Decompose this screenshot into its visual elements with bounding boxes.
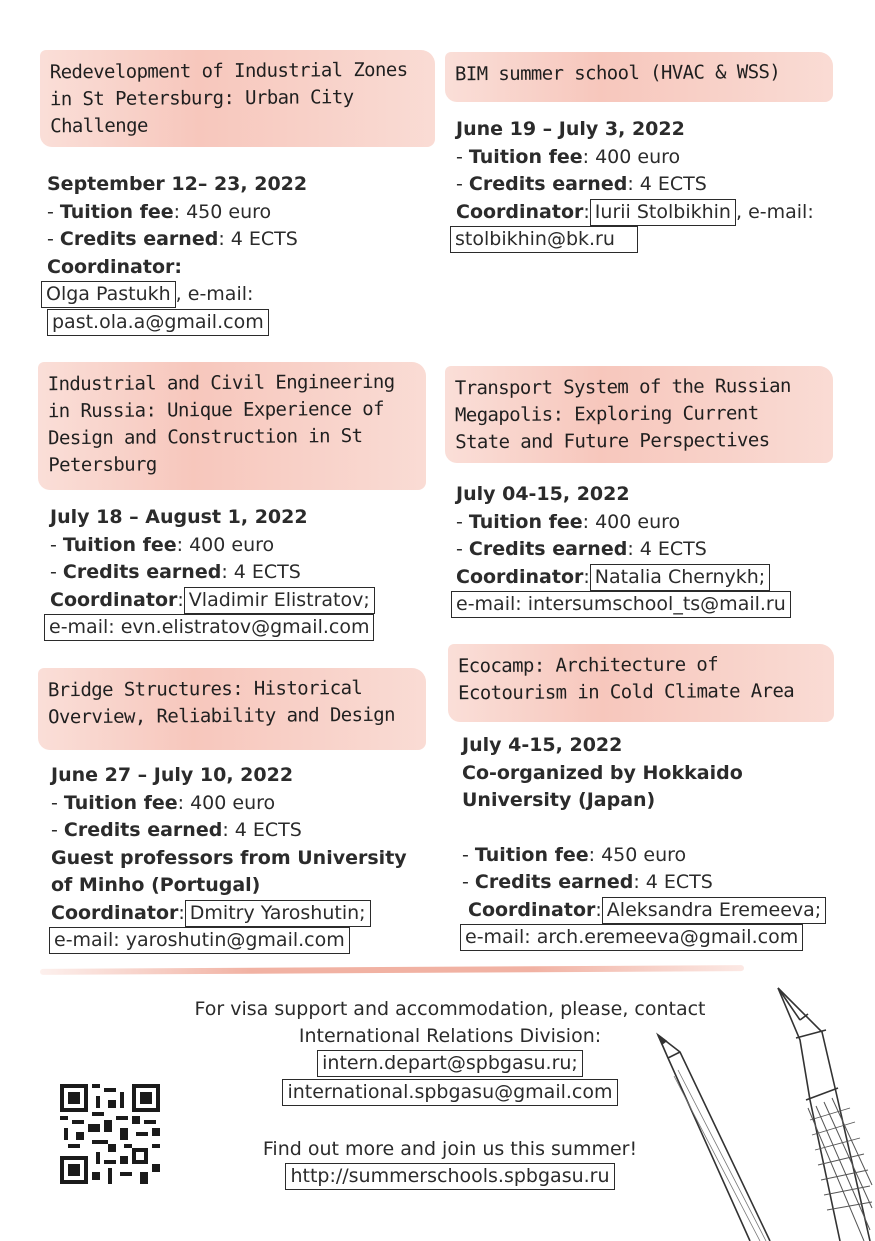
international-email-link[interactable]: international.spbgasu@gmail.com	[282, 1079, 617, 1106]
coordinator-name: Olga Pastukh	[41, 281, 176, 308]
credits-label: Credits earned	[468, 538, 628, 560]
fee-value: : 400 euro	[582, 145, 681, 168]
fee-label: Tuition fee	[59, 200, 174, 223]
program-card-bim	[445, 52, 835, 254]
fee-label: Tuition fee	[468, 145, 583, 168]
credits-value: : 4 ECTS	[221, 561, 301, 583]
program-title: Industrial and Civil Engineering in Russia: Unique Experience of Design and Construction in St Petersburg	[47, 370, 395, 477]
fee-label: Tuition fee	[62, 533, 177, 556]
credits-value: : 4 ECTS	[627, 538, 707, 560]
program-banner	[40, 50, 435, 147]
coordinator-label: Coordinator	[50, 588, 178, 611]
email-prefix: , e-mail:	[735, 200, 814, 223]
program-banner	[38, 668, 426, 750]
program-date: June 19 – July 3, 2022	[456, 118, 685, 140]
program-date: June 27 – July 10, 2022	[51, 764, 294, 786]
program-details: September 12– 23, 2022 - Tuition fee: 450 euro - Credits earned: 4 ECTS Coordinator: Olga Pastukh , e-mail: past.ola.a@gmail.com	[40, 171, 435, 336]
coordinator-email-link[interactable]: e-mail: yaroshutin@gmail.com	[49, 927, 350, 954]
fee-value: : 400 euro	[582, 510, 681, 533]
intern-depart-email-link[interactable]: intern.depart@spbgasu.ru;	[317, 1050, 583, 1077]
website-link[interactable]: http://summerschools.spbgasu.ru	[285, 1163, 614, 1190]
fee-value: : 400 euro	[177, 791, 276, 814]
program-note: Co-organized by Hokkaido University (Japan)	[462, 761, 743, 811]
program-card-transport	[445, 366, 835, 619]
program-banner	[448, 644, 834, 722]
program-banner	[38, 362, 426, 490]
credits-label: Credits earned	[59, 228, 219, 250]
qr-code-icon[interactable]	[60, 1084, 160, 1184]
coordinator-label: Coordinator	[51, 901, 179, 924]
coordinator-label: Coordinator	[456, 565, 584, 588]
section-divider	[40, 965, 744, 975]
coordinator-label: Coordinator	[468, 898, 596, 921]
coordinator-name: Vladimir Elistratov;	[184, 587, 375, 614]
credits-value: : 4 ECTS	[218, 228, 298, 250]
coordinator-email-link[interactable]: e-mail: arch.eremeeva@gmail.com	[460, 924, 803, 951]
program-title: BIM summer school (HVAC & WSS)	[454, 61, 781, 86]
fee-label: Tuition fee	[474, 843, 589, 866]
coordinator-email-link[interactable]: e-mail: intersumschool_ts@mail.ru	[451, 591, 791, 618]
coordinator-name: Dmitry Yaroshutin;	[185, 900, 371, 927]
visa-line-1: For visa support and accommodation, please, contact	[194, 998, 706, 1020]
fee-value: : 450 euro	[588, 843, 687, 866]
fee-value: : 400 euro	[176, 533, 275, 556]
program-title: Transport System of the Russian Megapolis: Exploring Current State and Future Perspectives	[454, 374, 791, 454]
program-note: Guest professors from University of Minho (Portugal)	[51, 846, 407, 896]
program-details: June 19 – July 3, 2022 - Tuition fee: 400 euro - Credits earned: 4 ECTS Coordinator: Iurii Stolbikhin , e-mail: stolbikhin@bk.ru	[445, 116, 835, 254]
program-details: June 27 – July 10, 2022 - Tuition fee: 400 euro - Credits earned: 4 ECTS Guest professors from University of Minho (Portugal) Coordinator: Dmitry Yaroshutin; e-mail: yaroshutin@gmail.com	[38, 762, 428, 955]
credits-value: : 4 ECTS	[627, 173, 707, 195]
email-prefix: , e-mail:	[175, 283, 254, 305]
pens-illustration	[650, 980, 875, 1241]
coordinator-email-link[interactable]: past.ola.a@gmail.com	[47, 309, 269, 336]
join-text: Find out more and join us this summer!	[262, 1138, 638, 1160]
program-details: July 04-15, 2022 - Tuition fee: 400 euro - Credits earned: 4 ECTS Coordinator: Natalia Chernykh; e-mail: intersumschool_ts@mail.ru	[445, 481, 835, 619]
coordinator-name: Iurii Stolbikhin	[590, 199, 736, 226]
credits-value: : 4 ECTS	[633, 871, 713, 893]
coordinator-email-link[interactable]: e-mail: evn.elistratov@gmail.com	[44, 614, 374, 641]
program-title: Ecocamp: Architecture of Ecotourism in Cold Climate Area	[457, 653, 795, 705]
pencil-icon	[658, 1035, 770, 1241]
program-date: September 12– 23, 2022	[47, 173, 308, 195]
program-details: July 4-15, 2022 Co-organized by Hokkaido University (Japan) - Tuition fee: 450 euro - Credits earned: 4 ECTS Coordinator: Aleksandra Eremeeva; e-mail: arch.eremeeva@gmail.com	[448, 732, 838, 952]
visa-line-2: International Relations Division:	[298, 1025, 602, 1047]
program-card-urban	[40, 50, 435, 336]
program-banner	[445, 52, 833, 102]
coordinator-label: Coordinator	[456, 200, 584, 223]
fee-label: Tuition fee	[63, 791, 178, 814]
coordinator-label: Coordinator:	[47, 255, 182, 278]
coordinator-name: Natalia Chernykh;	[590, 564, 770, 591]
program-date: July 18 – August 1, 2022	[50, 506, 308, 528]
credits-label: Credits earned	[468, 173, 628, 195]
credits-value: : 4 ECTS	[222, 819, 302, 841]
program-card-civil-engineering	[38, 362, 428, 642]
program-date: July 04-15, 2022	[456, 483, 630, 505]
program-title: Bridge Structures: Historical Overview, Reliability and Design	[47, 677, 396, 729]
credits-label: Credits earned	[63, 819, 223, 841]
program-card-ecocamp	[448, 644, 838, 952]
program-title: Redevelopment of Industrial Zones in St Petersburg: Urban City Challenge	[49, 58, 408, 138]
program-card-bridges	[38, 668, 428, 955]
fountain-pen-icon	[778, 988, 872, 1241]
program-date: July 4-15, 2022	[462, 734, 623, 756]
credits-label: Credits earned	[62, 561, 222, 583]
fee-value: : 450 euro	[173, 200, 272, 223]
coordinator-email-link[interactable]: stolbikhin@bk.ru	[450, 226, 638, 253]
fee-label: Tuition fee	[468, 510, 583, 533]
program-banner	[445, 366, 833, 463]
coordinator-name: Aleksandra Eremeeva;	[602, 897, 826, 924]
credits-label: Credits earned	[474, 871, 634, 893]
program-details: July 18 – August 1, 2022 - Tuition fee: 400 euro - Credits earned: 4 ECTS Coordinator: Vladimir Elistratov; e-mail: evn.elistratov@gmail.com	[38, 504, 428, 642]
